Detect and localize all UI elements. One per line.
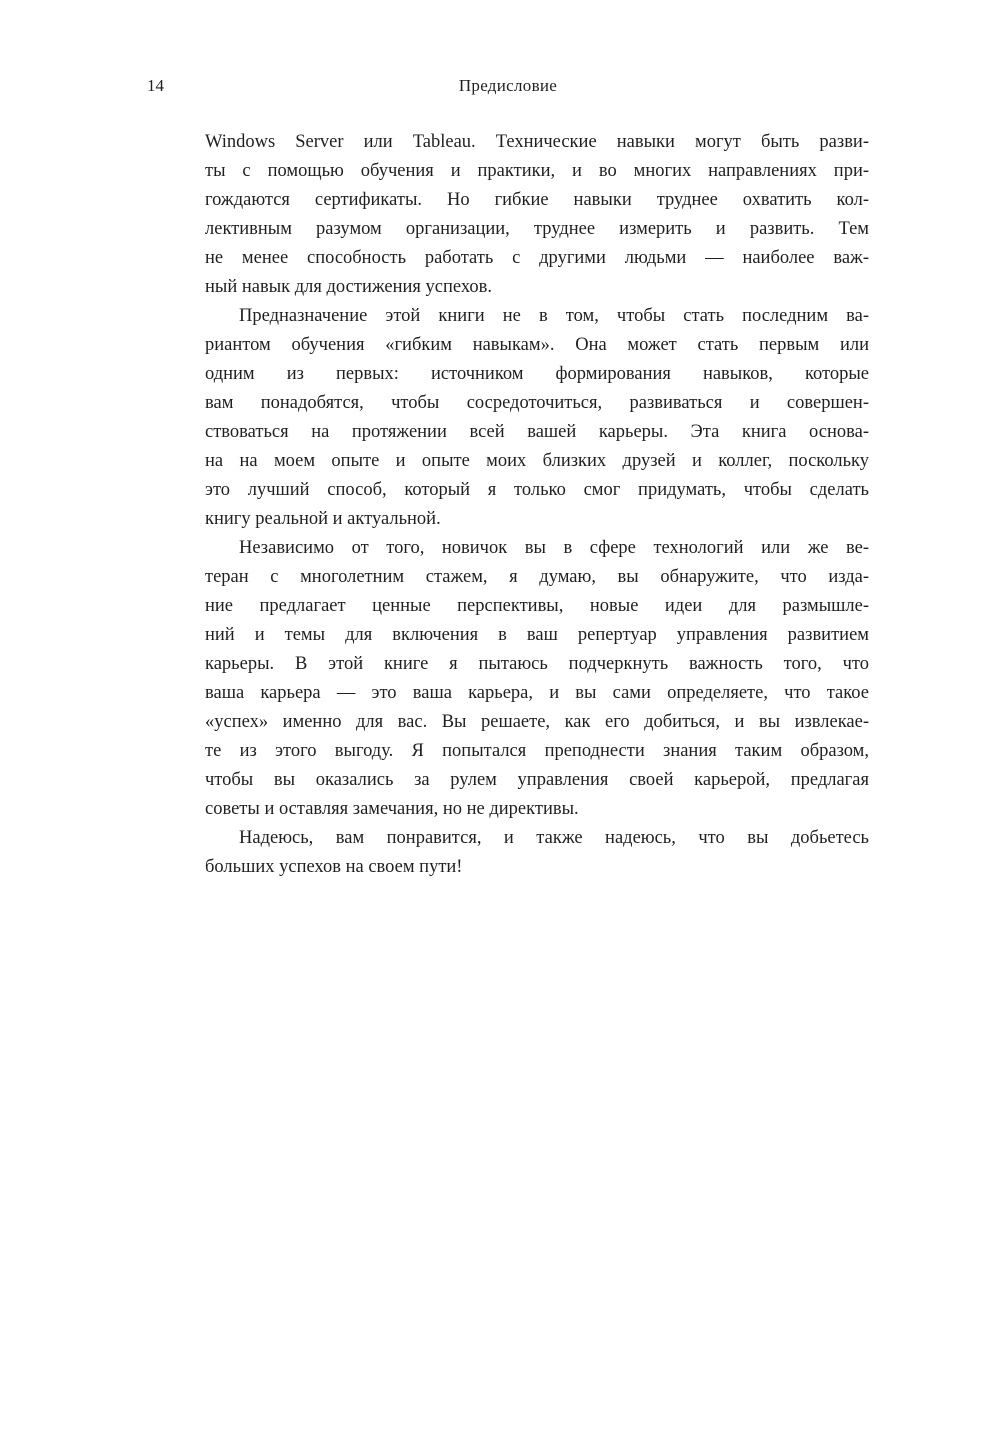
- text-line: риантом обучения «гибким навыкам». Она может стать первым или: [205, 335, 869, 355]
- page-number: 14: [147, 76, 164, 95]
- text-line: книгу реальной и актуальной.: [205, 509, 441, 529]
- text-line: это лучший способ, который я только смог придумать, чтобы сделать: [205, 480, 869, 500]
- text-line: ствоваться на протяжении всей вашей карьеры. Эта книга основа-: [205, 422, 869, 442]
- text-line: Windows Server или Tableau. Технические навыки могут быть разви-: [205, 132, 869, 152]
- running-head: [147, 76, 869, 100]
- text-line: «успех» именно для вас. Вы решаете, как его добиться, и вы извлекае-: [205, 712, 869, 732]
- text-line: лективным разумом организации, труднее измерить и развить. Тем: [205, 219, 869, 239]
- paragraph-1: [205, 128, 869, 302]
- text-line: чтобы вы оказались за рулем управления своей карьерой, предлагая: [205, 770, 869, 790]
- text-line: больших успехов на своем пути!: [205, 857, 463, 877]
- text-line: советы и оставляя замечания, но не директивы.: [205, 799, 579, 819]
- paragraph-2: [205, 302, 869, 534]
- text-line: Надеюсь, вам понравится, и также надеюсь, что вы добьетесь: [239, 828, 869, 848]
- text-line: теран с многолетним стажем, я думаю, вы обнаружите, что изда-: [205, 567, 869, 587]
- paragraph-3: [205, 534, 869, 824]
- section-title: Предисловие: [458, 76, 558, 95]
- text-line: ваша карьера — это ваша карьера, и вы сами определяете, что такое: [205, 683, 869, 703]
- paragraph-4: [205, 824, 869, 882]
- text-line: карьеры. В этой книге я пытаюсь подчеркнуть важность того, что: [205, 654, 869, 674]
- text-line: ный навык для достижения успехов.: [205, 277, 493, 297]
- body-text: [205, 128, 869, 882]
- text-line: ты с помощью обучения и практики, и во многих направлениях при-: [205, 161, 869, 181]
- text-line: ние предлагает ценные перспективы, новые идеи для размышле-: [205, 596, 869, 616]
- text-line: на на моем опыте и опыте моих близких друзей и коллег, поскольку: [205, 451, 869, 471]
- text-line: те из этого выгоду. Я попытался преподнести знания таким образом,: [205, 741, 869, 761]
- text-line: гождаются сертификаты. Но гибкие навыки труднее охватить кол-: [205, 190, 869, 210]
- text-line: Независимо от того, новичок вы в сфере технологий или же ве-: [239, 538, 869, 558]
- text-line: одним из первых: источником формирования навыков, которые: [205, 364, 869, 384]
- text-line: Предназначение этой книги не в том, чтобы стать последним ва-: [239, 306, 869, 326]
- text-line: вам понадобятся, чтобы сосредоточиться, развиваться и совершен-: [205, 393, 869, 413]
- text-line: не менее способность работать с другими людьми — наиболее важ-: [205, 248, 869, 268]
- text-line: ний и темы для включения в ваш репертуар управления развитием: [205, 625, 869, 645]
